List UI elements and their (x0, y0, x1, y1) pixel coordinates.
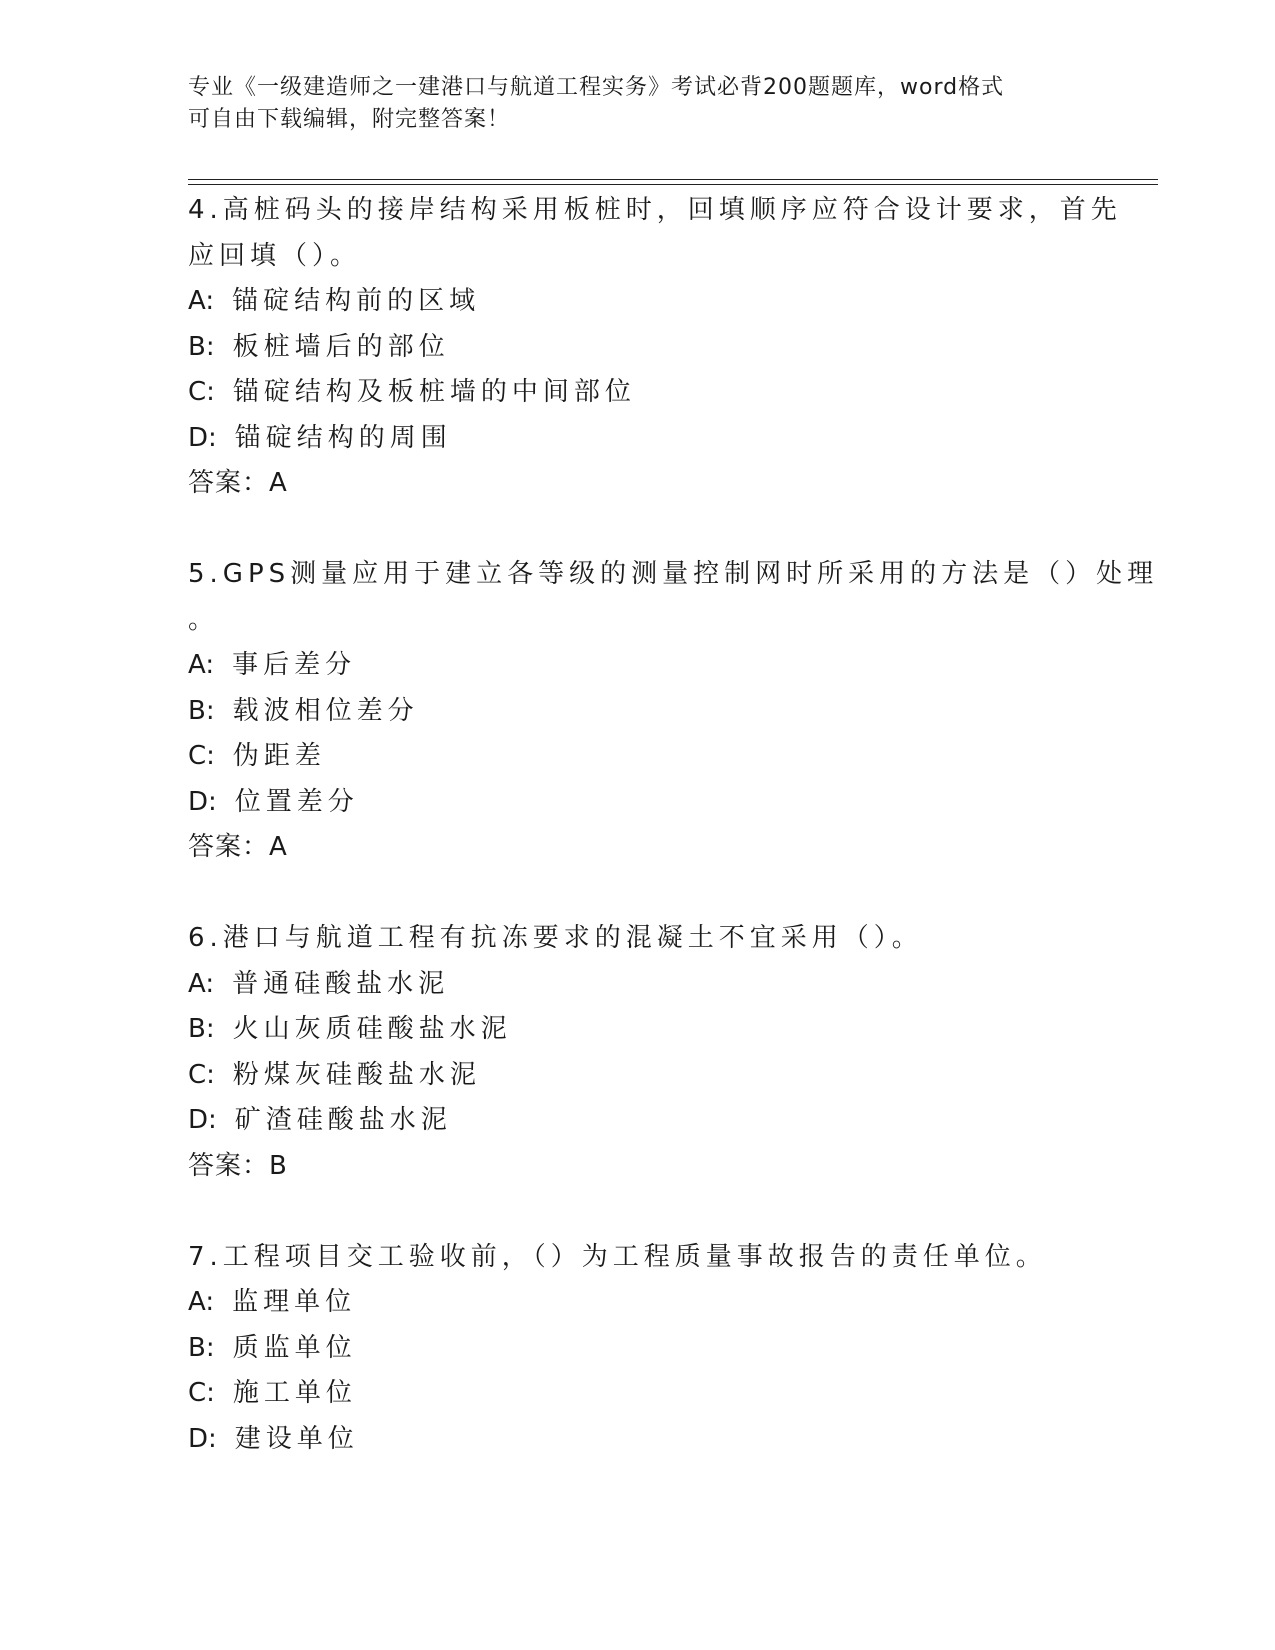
question-stem: 6.港口与航道工程有抗冻要求的混凝土不宜采用（）。 (188, 923, 923, 953)
option-row (188, 689, 1088, 735)
option-letter: B: (188, 695, 215, 726)
option-row (188, 1053, 1088, 1099)
option-row (188, 370, 1088, 416)
option-letter: C: (188, 1059, 215, 1090)
option-row (188, 1326, 1088, 1372)
option-text: 事后差分 (232, 650, 357, 680)
question-stem: 4.高桩码头的接岸结构采用板桩时，回填顺序应符合设计要求，首先 (188, 195, 1122, 225)
option-row (188, 1371, 1088, 1417)
option-text: 施工单位 (232, 1378, 357, 1408)
option-text: 监理单位 (232, 1287, 357, 1317)
question-block (188, 1235, 1088, 1463)
option-letter: C: (188, 1378, 215, 1408)
header-line-2: 可自由下载编辑，附完整答案！ (188, 107, 511, 132)
answer-line: 答案：A (188, 468, 288, 498)
question-spacer (188, 507, 1088, 553)
option-row (188, 734, 1088, 780)
option-letter: B: (188, 1014, 215, 1044)
question-spacer (188, 871, 1088, 917)
option-row (188, 1417, 1088, 1463)
option-letter: A: (188, 650, 215, 680)
question-stem: 应回填（）。 (188, 240, 362, 271)
header-divider-top (188, 179, 1158, 180)
option-letter: A: (188, 968, 215, 999)
option-text: 伪距差 (232, 741, 326, 771)
option-text: 建设单位 (234, 1423, 359, 1454)
option-text: 锚碇结构及板桩墙的中间部位 (232, 377, 636, 407)
header-line-1: 专业《一级建造师之一建港口与航道工程实务》考试必背200题题库，word格式 (188, 75, 1005, 100)
option-text: 锚碇结构前的区域 (232, 286, 481, 316)
question-stem: 7.工程项目交工验收前，（）为工程质量事故报告的责任单位。 (188, 1241, 1047, 1272)
option-letter: B: (188, 1332, 215, 1363)
option-text: 矿渣硅酸盐水泥 (234, 1105, 452, 1135)
option-text: 载波相位差分 (232, 695, 419, 726)
question-spacer (188, 1189, 1088, 1235)
option-row (188, 780, 1088, 826)
option-text: 锚碇结构的周围 (234, 422, 452, 453)
option-letter: D: (188, 1423, 217, 1454)
option-text: 板桩墙后的部位 (232, 331, 450, 362)
option-text: 质监单位 (232, 1332, 357, 1363)
option-row (188, 1007, 1088, 1053)
option-letter: D: (188, 422, 217, 453)
option-text: 普通硅酸盐水泥 (232, 968, 450, 999)
option-row (188, 1098, 1088, 1144)
option-letter: C: (188, 377, 215, 407)
option-row (188, 279, 1088, 325)
question-stem: 。 (188, 604, 220, 635)
option-row (188, 643, 1088, 689)
answer-line: 答案：A (188, 832, 288, 862)
question-list (188, 188, 1159, 1462)
option-row (188, 962, 1088, 1008)
answer-line: 答案：B (188, 1150, 288, 1181)
option-text: 粉煤灰硅酸盐水泥 (232, 1059, 481, 1090)
option-letter: D: (188, 786, 217, 817)
option-row (188, 1280, 1088, 1326)
question-block (188, 188, 1122, 507)
option-letter: C: (188, 741, 215, 771)
option-text: 位置差分 (234, 786, 359, 817)
option-letter: B: (188, 331, 215, 362)
header-divider-bottom (188, 184, 1158, 185)
option-text: 火山灰质硅酸盐水泥 (232, 1014, 512, 1044)
option-letter: A: (188, 1287, 215, 1317)
option-row (188, 416, 1088, 462)
option-letter: A: (188, 286, 215, 316)
option-row (188, 325, 1088, 371)
question-stem: 5.GPS测量应用于建立各等级的测量控制网时所采用的方法是（）处理 (188, 559, 1159, 589)
question-block (188, 916, 1088, 1189)
question-block (188, 552, 1159, 871)
document-header (188, 72, 1088, 136)
option-letter: D: (188, 1105, 217, 1135)
